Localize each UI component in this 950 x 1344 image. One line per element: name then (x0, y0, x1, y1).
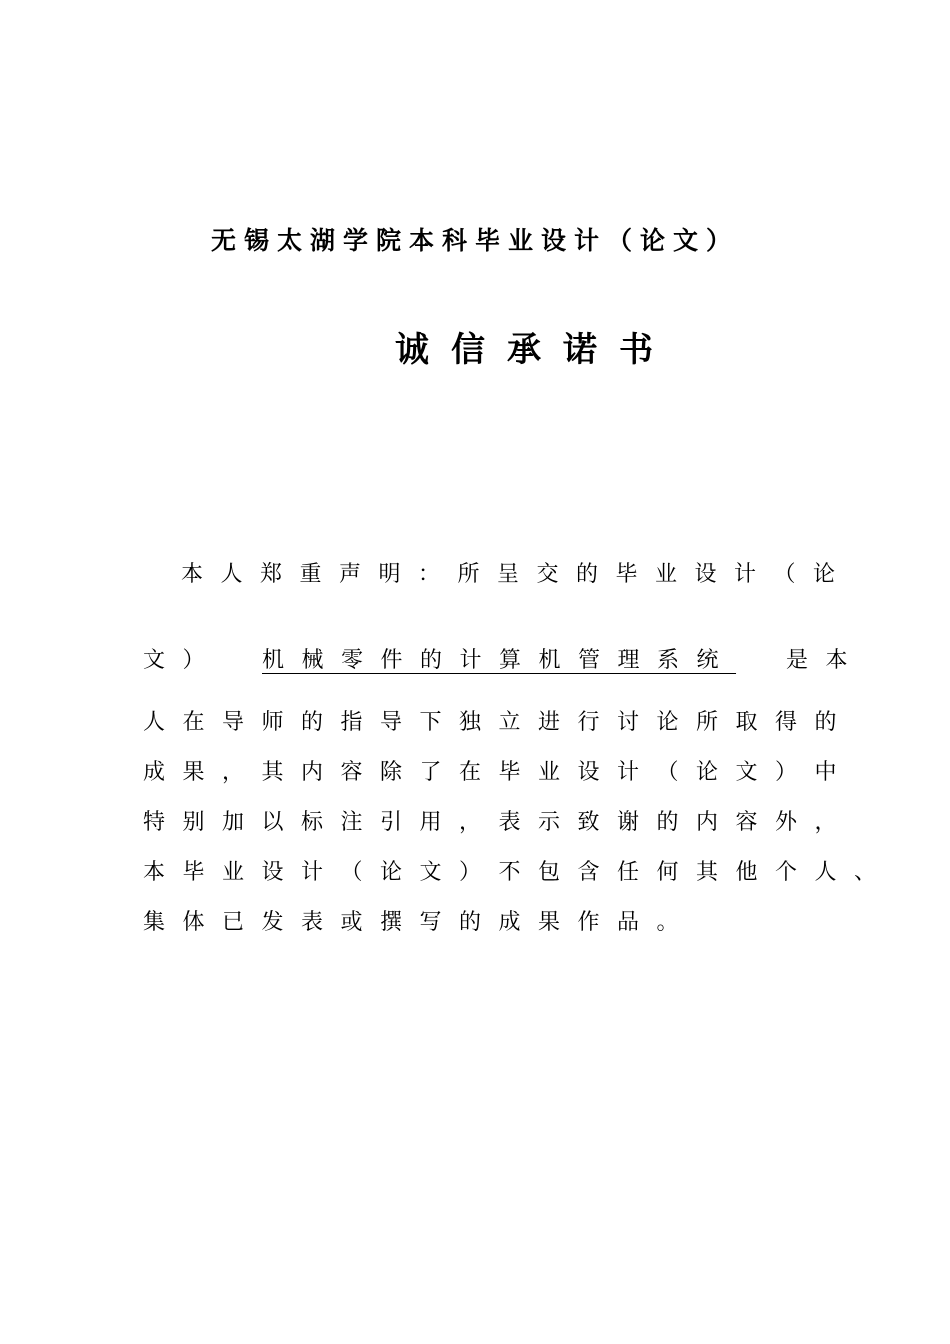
declaration-line-3: 人在导师的指导下独立进行讨论所取得的 (143, 710, 855, 735)
declaration-line-7: 集体已发表或撰写的成果作品。 (143, 910, 697, 935)
declaration-line-1: 本人郑重声明：所呈交的毕业设计（论 (181, 562, 853, 587)
pledge-title: 诚信承诺书 (395, 330, 675, 370)
declaration-line-5: 特别加以标注引用，表示致谢的内容外， (143, 810, 855, 835)
declaration-line-6: 本毕业设计（论文）不包含任何其他个人、 (143, 860, 894, 885)
declaration-line-2-prefix: 文） (143, 648, 223, 673)
thesis-title: 机械零件的计算机管理系统 (262, 648, 737, 673)
school-title: 无锡太湖学院本科毕业设计（论文） (210, 226, 739, 255)
declaration-line-2-suffix: 是本 (786, 648, 866, 673)
declaration-line-2 (143, 646, 865, 676)
declaration-line-4: 成果，其内容除了在毕业设计（论文）中 (143, 760, 855, 785)
